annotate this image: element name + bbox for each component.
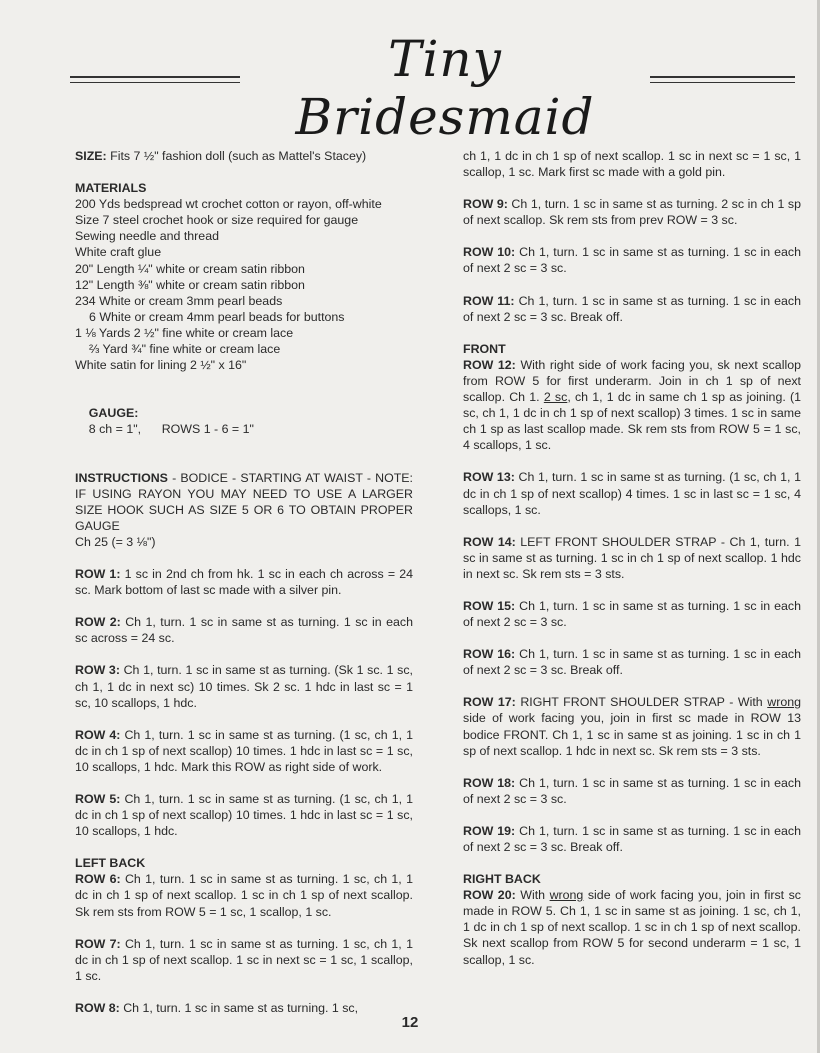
title-rule-left bbox=[70, 76, 240, 78]
material-item: 234 White or cream 3mm pearl beads bbox=[75, 293, 283, 308]
row-text: side of work facing you, join in first sc made in ROW 13 bodice FRONT. Ch 1, 1 sc in same st as joining. 1 sc in ch 1 sp of next scallop. 1 hdc in next sc. Sk rem sts = 3 sts. bbox=[463, 711, 801, 758]
right-back-heading: RIGHT BACK bbox=[463, 872, 541, 887]
row-text: , ch 1, 1 dc in same ch 1 sp as joining. (1 sc, ch 1, 1 dc in ch 1 sp of next scallop) 3 times. 1 sc in same ch 1 sp as last scallop made. Sk rem sts from ROW 5 = 1 sc, 4 scallops, 1 sc. bbox=[463, 390, 802, 453]
title-rule-left-thin bbox=[70, 82, 240, 83]
row-text: Ch 1, turn. 1 sc in same st as turning. 1 sc in each of next 2 sc = 3 sc. bbox=[463, 245, 801, 276]
row-text: Ch 1, turn. 1 sc in same st as turning. 1 sc in each of next 2 sc = 3 sc. bbox=[463, 598, 801, 630]
row-label: ROW 3: bbox=[75, 663, 120, 678]
row-5 bbox=[75, 791, 413, 839]
row-label: ROW 14: bbox=[463, 534, 516, 549]
row-20 bbox=[463, 871, 801, 968]
row-text: Ch 1, turn. 1 sc in same st as turning. 1 sc in each of next 2 sc = 3 sc. bbox=[463, 775, 801, 806]
row-label: ROW 4: bbox=[75, 727, 121, 742]
row-text: RIGHT FRONT SHOULDER STRAP - With bbox=[520, 695, 763, 710]
row-13 bbox=[463, 469, 801, 517]
row-label: ROW 7: bbox=[75, 936, 121, 951]
gauge-label: GAUGE: bbox=[88, 406, 139, 421]
row-text: With right side of work facing you, sk next scallop from ROW 5 for first underarm. Join in ch 1 sp of next scallop. Ch 1. bbox=[463, 357, 801, 405]
gauge-line bbox=[75, 389, 413, 453]
row-19 bbox=[463, 823, 801, 855]
row-text: Ch 1, turn. 1 sc in same st as turning. (Sk 1 sc. 1 sc, ch 1, 1 dc in next sc) 10 times. Sk 2 sc. 1 hdc in last sc = 1 sc, 10 scallops, 1 hdc. bbox=[75, 663, 413, 710]
title-rule-right bbox=[650, 76, 795, 78]
row-text: Ch 1, turn. 1 sc in same st as turning. (1 sc, ch 1, 1 dc in ch 1 sp of next scallop) 10 times. 1 hdc in last sc = 1 sc, 10 scallops, 1 hdc. Mark this ROW as right side of work. bbox=[75, 727, 413, 774]
size-text: Fits 7 ½" fashion doll (such as Mattel's Stacey) bbox=[110, 149, 367, 163]
row-7 bbox=[75, 936, 413, 984]
title-rule-right-thin bbox=[650, 82, 795, 83]
gauge-text: 8 ch = 1", ROWS 1 - 6 = 1" bbox=[88, 422, 254, 437]
row-label: ROW 13: bbox=[463, 470, 515, 485]
row-11 bbox=[463, 293, 801, 325]
row-8-continued bbox=[463, 148, 801, 180]
row-text-underlined: wrong bbox=[549, 888, 584, 903]
material-item: 200 Yds bedspread wt crochet cotton or rayon, off-white bbox=[75, 197, 382, 212]
row-label: ROW 9: bbox=[463, 197, 508, 212]
instructions-label: INSTRUCTIONS bbox=[75, 470, 168, 485]
row-text: Ch 1, turn. 1 sc in same st as turning. 1 sc, ch 1, 1 dc in ch 1 sp of next scallop. 1 sc in next sc = 1 sc, 1 scallop, 1 sc. bbox=[75, 936, 413, 983]
row-label: ROW 6: bbox=[75, 872, 121, 887]
row-18 bbox=[463, 775, 801, 807]
row-label: ROW 11: bbox=[463, 293, 515, 308]
row-text: Ch 1, turn. 1 sc in same st as turning. 1 sc in each of next 2 sc = 3 sc. Break off. bbox=[463, 823, 801, 854]
row-17 bbox=[463, 694, 801, 758]
front-heading: FRONT bbox=[463, 341, 506, 356]
row-16 bbox=[463, 646, 801, 678]
size-line bbox=[75, 148, 413, 164]
row-text: Ch 1, turn. 1 sc in same st as turning. 1 sc in each sc across = 24 sc. bbox=[75, 615, 413, 646]
row-4 bbox=[75, 727, 413, 775]
material-item: 12" Length ⅜" white or cream satin ribbon bbox=[75, 277, 305, 292]
row-14 bbox=[463, 534, 801, 582]
row-text: Ch 1, turn. 1 sc in same st as turning. 1 sc in each of next 2 sc = 3 sc. Break off. bbox=[463, 647, 801, 678]
row-15 bbox=[463, 598, 801, 630]
row-label: ROW 20: bbox=[463, 888, 516, 903]
size-label: SIZE: bbox=[75, 149, 107, 163]
row-text: 1 sc in 2nd ch from hk. 1 sc in each ch across = 24 sc. Mark bottom of last sc made with a silver pin. bbox=[75, 567, 413, 598]
row-text: ch 1, 1 dc in ch 1 sp of next scallop. 1 sc in next sc = 1 sc, 1 scallop, 1 sc. Mark first sc made with a gold pin. bbox=[463, 149, 801, 180]
page-title: Tiny Bridesmaid bbox=[295, 30, 595, 146]
row-text: Ch 1, turn. 1 sc in same st as turning. (1 sc, ch 1, 1 dc in ch 1 sp of next scallop) 4 times. 1 sc in last sc = 1 sc, 4 scallops, 1 sc. bbox=[463, 470, 801, 517]
material-item: Sewing needle and thread bbox=[75, 229, 219, 244]
row-label: ROW 18: bbox=[463, 775, 516, 790]
materials-block bbox=[75, 180, 413, 373]
title-banner bbox=[0, 30, 820, 146]
row-label: ROW 2: bbox=[75, 615, 121, 630]
row-label: ROW 15: bbox=[463, 598, 516, 613]
row-text: Ch 1, turn. 1 sc in same st as turning. 1 sc, ch 1, 1 dc in ch 1 sp of next scallop. 1 sc in ch 1 sp of next scallop. Sk rem sts from ROW 5 = 1 sc, 1 scallop, 1 sc. bbox=[75, 872, 413, 919]
row-label: ROW 12: bbox=[463, 357, 516, 372]
row-text: LEFT FRONT SHOULDER STRAP - Ch 1, turn. 1 sc in same st as turning. 1 sc in ch 1 sp of next scallop. 1 hdc in next sc. Sk rem sts = 3 sts. bbox=[463, 534, 801, 581]
row-text: Ch 1, turn. 1 sc in same st as turning. 1 sc in each of next 2 sc = 3 sc. Break off. bbox=[463, 293, 801, 324]
row-label: ROW 1: bbox=[75, 567, 121, 582]
row-text: Ch 1, turn. 1 sc in same st as turning. 2 sc in ch 1 sp of next scallop. Sk rem sts from prev ROW = 3 sc. bbox=[463, 197, 801, 228]
row-1 bbox=[75, 566, 413, 598]
row-label: ROW 8: bbox=[75, 1000, 120, 1015]
row-10 bbox=[463, 244, 801, 276]
left-column bbox=[75, 148, 413, 1016]
material-item: Size 7 steel crochet hook or size required for gauge bbox=[75, 213, 359, 228]
row-label: ROW 19: bbox=[463, 823, 516, 838]
right-column bbox=[463, 148, 801, 968]
row-label: ROW 17: bbox=[463, 695, 516, 710]
row-text: side of work facing you, join in first sc made in ROW 5. Ch 1, 1 sc in same st as joining. 1 sc, ch 1, 1 dc in ch 1 sp of next scallop. 1 sc in ch 1 sp of next scallop. Sk next scallop from ROW 5 for second underarm = 1 sc, 1 scallop, 1 sc. bbox=[463, 888, 802, 967]
row-text: Ch 1, turn. 1 sc in same st as turning. (1 sc, ch 1, 1 dc in ch 1 sp of next scallop) 10 times. 1 hdc in last sc = 1 sc, 10 scallops, 1 hdc. bbox=[75, 792, 413, 839]
instructions-chain: Ch 25 (= 3 ⅛") bbox=[75, 534, 156, 549]
page-number: 12 bbox=[401, 1014, 419, 1031]
row-2 bbox=[75, 614, 413, 646]
material-item: 1 ⅛ Yards 2 ½" fine white or cream lace bbox=[75, 325, 294, 340]
row-text-underlined: 2 sc bbox=[543, 390, 568, 405]
row-6 bbox=[75, 855, 413, 919]
row-3 bbox=[75, 662, 413, 710]
material-item: White craft glue bbox=[75, 245, 162, 260]
row-12 bbox=[463, 341, 801, 454]
material-item: White satin for lining 2 ½" x 16" bbox=[75, 358, 247, 373]
row-9 bbox=[463, 196, 801, 228]
materials-heading: MATERIALS bbox=[75, 181, 147, 196]
left-back-heading: LEFT BACK bbox=[75, 856, 146, 871]
instructions-text: - BODICE - STARTING AT WAIST - NOTE: IF USING RAYON YOU MAY NEED TO USE A LARGER SIZE HOOK SUCH AS SIZE 5 OR 6 TO OBTAIN PROPER GAUGE bbox=[75, 470, 413, 533]
row-text: With bbox=[520, 888, 546, 903]
row-label: ROW 10: bbox=[463, 245, 516, 260]
row-text-underlined: wrong bbox=[767, 695, 801, 710]
row-text: Ch 1, turn. 1 sc in same st as turning. 1 sc, bbox=[123, 1000, 359, 1015]
row-label: ROW 16: bbox=[463, 647, 516, 662]
material-item: 20" Length ¼" white or cream satin ribbon bbox=[75, 261, 305, 276]
material-item: 6 White or cream 4mm pearl beads for buttons bbox=[89, 309, 345, 324]
row-label: ROW 5: bbox=[75, 792, 121, 806]
instructions-block bbox=[75, 470, 413, 550]
material-item: ⅔ Yard ¾" fine white or cream lace bbox=[89, 342, 281, 357]
